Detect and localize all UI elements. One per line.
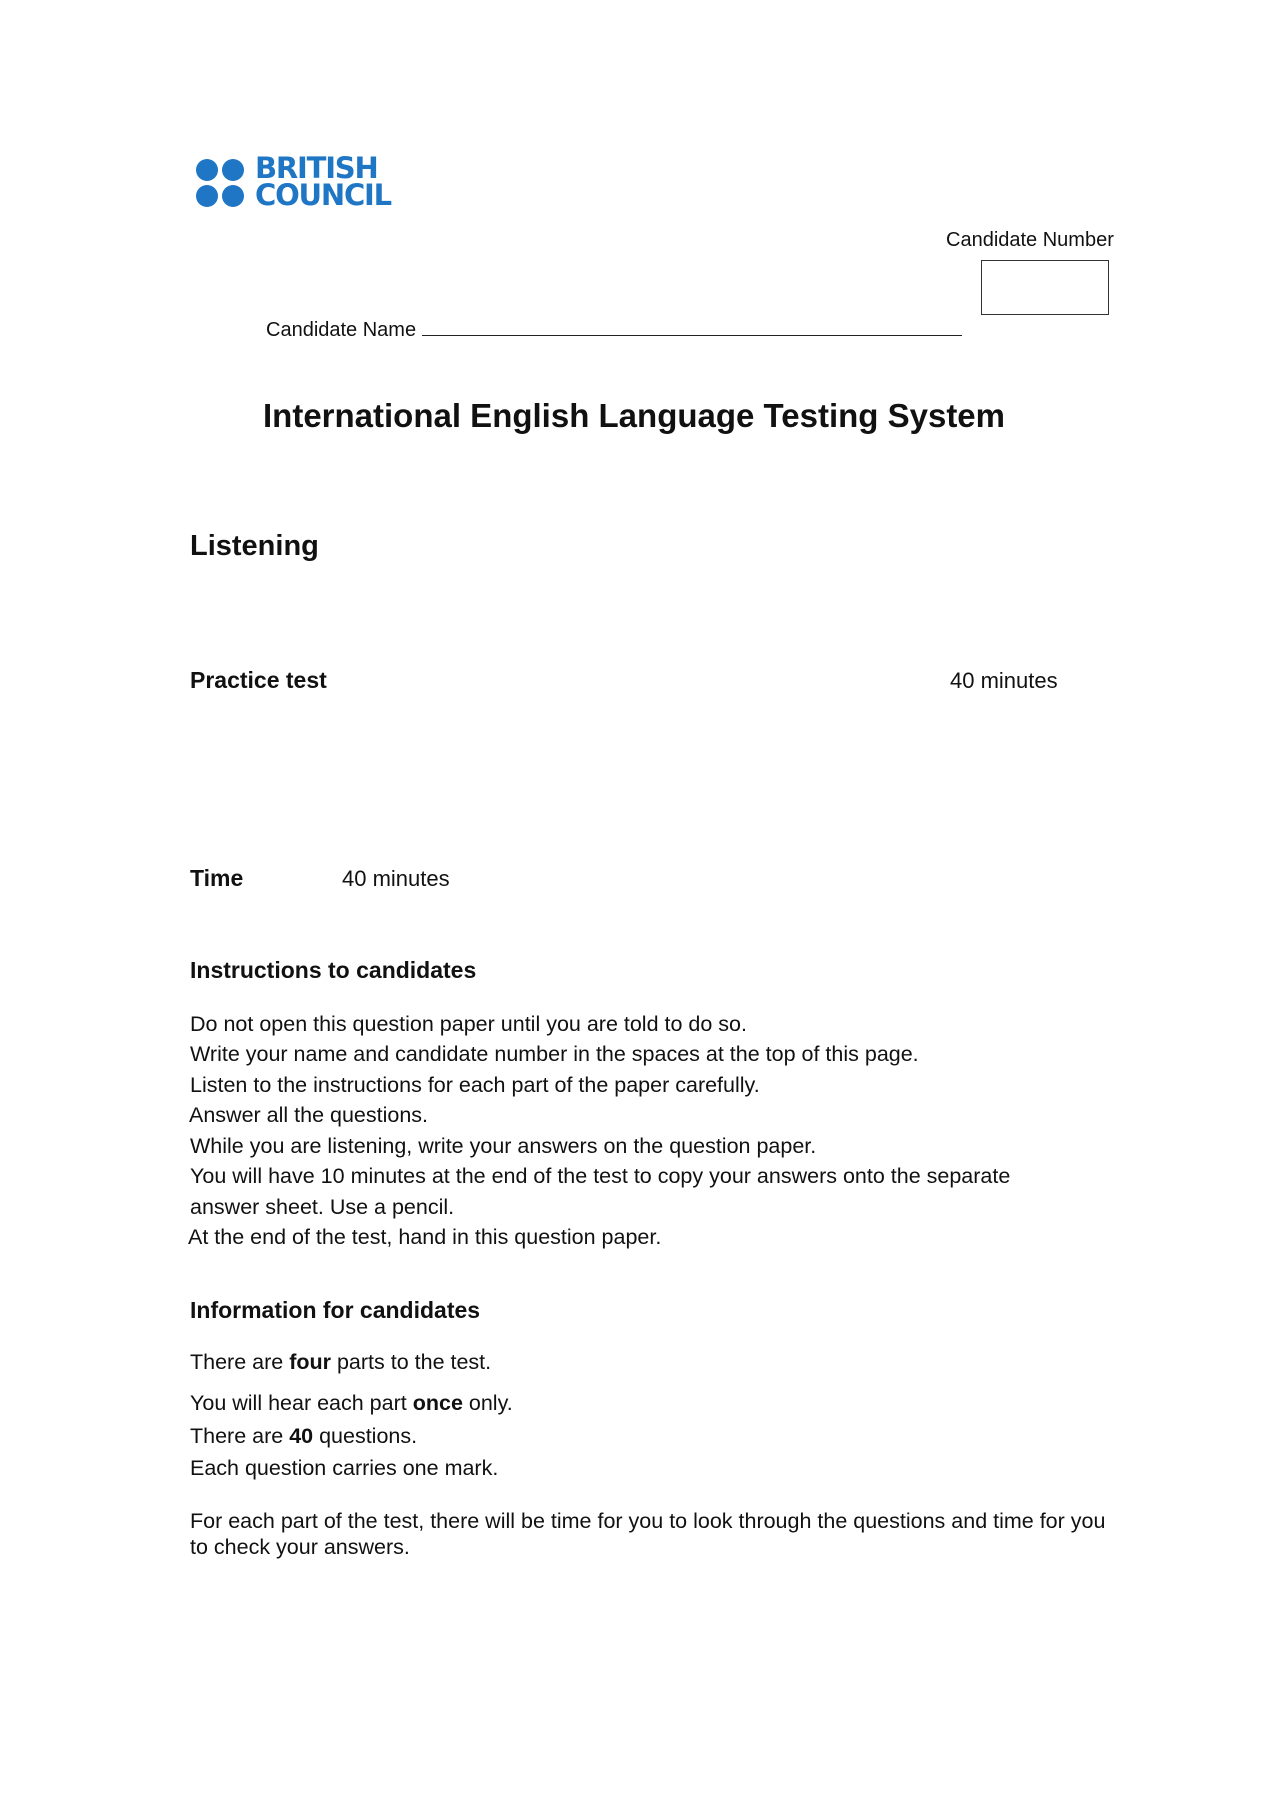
page-title: International English Language Testing System — [263, 397, 1006, 434]
logo-line-2: COUNCIL — [255, 178, 391, 212]
info-item — [190, 1350, 491, 1375]
info-text: There are — [190, 1350, 290, 1374]
info-text: questions. — [313, 1424, 418, 1448]
practice-test-duration: 40 minutes — [950, 668, 1058, 693]
instruction-item: Write your name and candidate number in the spaces at the top of this page. — [190, 1042, 919, 1066]
practice-test-label: Practice test — [190, 667, 327, 693]
instruction-item: Do not open this question paper until you are told to do so. — [190, 1012, 747, 1036]
logo-dots-icon — [195, 157, 247, 209]
candidate-name-row — [266, 317, 962, 342]
info-text: You will hear each part — [190, 1391, 413, 1415]
logo-line-1: BRITISH — [255, 151, 378, 185]
info-text: only. — [462, 1391, 513, 1415]
information-heading: Information for candidates — [190, 1297, 481, 1323]
instruction-item: At the end of the test, hand in this question paper. — [188, 1225, 662, 1249]
info-item: Each question carries one mark. — [190, 1456, 499, 1480]
instructions-heading: Instructions to candidates — [190, 957, 477, 983]
logo-wordmark — [255, 151, 391, 212]
candidate-number-box[interactable] — [981, 260, 1109, 315]
time-value: 40 minutes — [342, 866, 450, 891]
info-text: parts to the test. — [330, 1350, 492, 1374]
section-heading: Listening — [190, 530, 319, 562]
info-bold-text: once — [412, 1391, 463, 1415]
time-label: Time — [190, 865, 244, 891]
info-text: There are — [190, 1424, 290, 1448]
candidate-number-label: Candidate Number — [946, 229, 1114, 251]
candidate-name-line[interactable] — [422, 317, 962, 336]
instruction-item: answer sheet. Use a pencil. — [190, 1195, 455, 1219]
instruction-item: While you are listening, write your answers on the question paper. — [190, 1134, 817, 1158]
instruction-item: Listen to the instructions for each part of the paper carefully. — [190, 1073, 760, 1097]
info-item — [190, 1391, 513, 1416]
instruction-item: You will have 10 minutes at the end of the test to copy your answers onto the separate — [190, 1164, 1011, 1188]
british-council-logo — [195, 151, 395, 215]
candidate-name-label: Candidate Name — [266, 319, 417, 341]
info-bold-text: 40 — [289, 1424, 314, 1448]
info-item — [190, 1424, 417, 1449]
info-bold-text: four — [289, 1350, 331, 1374]
instruction-item: Answer all the questions. — [189, 1103, 429, 1127]
info-paragraph: For each part of the test, there will be time for you to look through the questions and time for you to check your answers. — [190, 1509, 1106, 1559]
